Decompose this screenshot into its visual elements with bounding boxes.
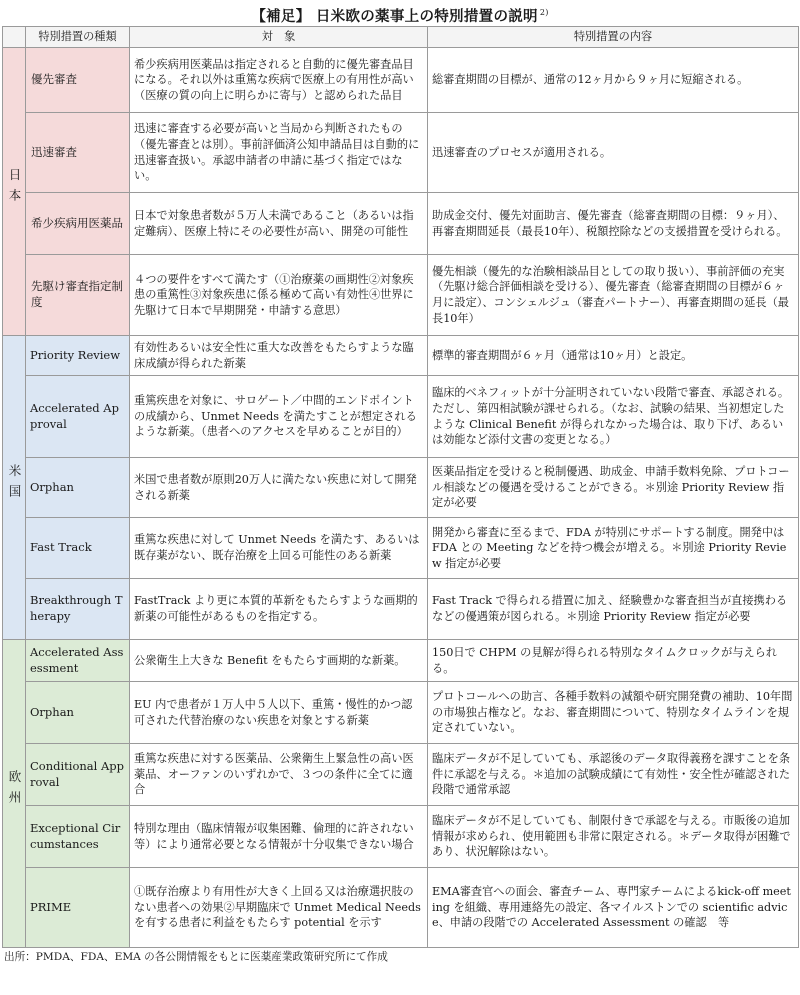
table-row — [3, 579, 799, 640]
measure-content: 標準的審査期間が６ヶ月（通常は10ヶ月）と設定。 — [428, 336, 799, 376]
measure-target: 特別な理由（臨床情報が収集困難、倫理的に許されない等）により通常必要となる情報が十分収集できない場合 — [130, 806, 428, 868]
table-row — [3, 868, 799, 948]
header-region — [3, 27, 26, 48]
measure-type: 先駆け審査指定制度 — [26, 255, 130, 336]
measure-target: EU 内で患者が１万人中５人以下、重篤・慢性的かつ認可された代替治療のない疾患を対象とする新薬 — [130, 682, 428, 744]
title-text: 【補足】 日米欧の薬事上の特別措置の説明 — [251, 7, 538, 25]
measure-target: ①既存治療より有用性が大きく上回る又は治療選択肢のない患者への効果②早期臨床で Unmet Medical Needs を有する患者に利益をもたらす potential を示す — [130, 868, 428, 948]
measure-content: 臨床データが不足していても、承認後のデータ取得義務を課すことを条件に承認を与える。＊追加の試験成績にて有効性・安全性が確認された段階で通常承認 — [428, 744, 799, 806]
table-row — [3, 113, 799, 193]
region-label: 米国 — [7, 463, 22, 505]
table-row — [3, 48, 799, 113]
table-row — [3, 682, 799, 744]
measure-content: 150日で CHPM の見解が得られる特別なタイムクロックが与えられる。 — [428, 640, 799, 682]
measure-content: 迅速審査のプロセスが適用される。 — [428, 113, 799, 193]
table-row — [3, 640, 799, 682]
measure-content: 開発から審査に至るまで、FDA が特別にサポートする制度。開発中は FDA との Meeting などを持つ機会が増える。＊別途 Priority Review 指定が必要 — [428, 518, 799, 579]
measure-type: Accelerated Approval — [26, 376, 130, 458]
header-type: 特別措置の種類 — [26, 27, 130, 48]
measure-type: 希少疾病用医薬品 — [26, 193, 130, 255]
measure-target: ４つの要件をすべて満たす（①治療薬の画期性②対象疾患の重篤性③対象疾患に係る極めて高い有効性④世界に先駆けて日本で早期開発・申請する意思） — [130, 255, 428, 336]
measure-target: 重篤な疾患に対する医薬品、公衆衛生上緊急性の高い医薬品、オーファンのいずれかで、３つの条件に全てに適合 — [130, 744, 428, 806]
measure-type: Fast Track — [26, 518, 130, 579]
page-title — [0, 0, 800, 26]
measure-type: Conditional Approval — [26, 744, 130, 806]
measure-content: EMA審査官への面会、審査チーム、専門家チームによるkick-off meeting を組織、専用連絡先の設定、各マイルストンでの scientific advice、申請の段階での Accelerated Assessment の確認 等 — [428, 868, 799, 948]
measure-content: Fast Track で得られる措置に加え、経験豊かな審査担当が直接携わるなどの優遇策が図られる。＊別途 Priority Review 指定が必要 — [428, 579, 799, 640]
measure-content: 臨床的ベネフィットが十分証明されていない段階で審査、承認される。ただし、第四相試験が課せられる。（なお、試験の結果、当初想定したような Clinical Benefit が得られなかった場合は、取り下げ、あるいは効能など添付文書の変更となる。） — [428, 376, 799, 458]
table-row — [3, 806, 799, 868]
measure-content: 総審査期間の目標が、通常の12ヶ月から９ヶ月に短縮される。 — [428, 48, 799, 113]
table-row — [3, 255, 799, 336]
region-eu — [3, 640, 26, 948]
measure-target: 有効性あるいは安全性に重大な改善をもたらすような臨床成績が得られた新薬 — [130, 336, 428, 376]
table-row — [3, 336, 799, 376]
table-row — [3, 376, 799, 458]
table-row — [3, 193, 799, 255]
measure-type: Priority Review — [26, 336, 130, 376]
measure-target: 重篤疾患を対象に、サロゲート／中間的エンドポイントの成績から、Unmet Needs を満たすことが想定されるような新薬。（患者へのアクセスを早めることが目的） — [130, 376, 428, 458]
measure-target: 米国で患者数が原則20万人に満たない疾患に対して開発される新薬 — [130, 458, 428, 518]
table-row — [3, 518, 799, 579]
measure-content: 優先相談（優先的な治験相談品目としての取り扱い）、事前評価の充実（先駆け総合評価相談を受ける）、優先審査（総審査期間の目標が６ヶ月に設定）、コンシェルジュ（審査パートナー）、再審査期間の延長（最長10年） — [428, 255, 799, 336]
header-target: 対 象 — [130, 27, 428, 48]
region-label: 日本 — [7, 167, 22, 209]
measure-type: PRIME — [26, 868, 130, 948]
special-measures-table — [2, 26, 799, 948]
region-label: 欧州 — [7, 769, 22, 811]
measure-type: Exceptional Circumstances — [26, 806, 130, 868]
source-note: 出所：PMDA、FDA、EMA の各公開情報をもとに医薬産業政策研究所にて作成 — [4, 951, 388, 963]
table-row — [3, 744, 799, 806]
measure-type: Orphan — [26, 458, 130, 518]
measure-target: 希少疾病用医薬品は指定されると自動的に優先審査品目になる。それ以外は重篤な疾病で医療上の有用性が高い（医療の質の向上に明らかに寄与）と認められた品目 — [130, 48, 428, 113]
measure-target: 迅速に審査する必要が高いと当局から判断されたもの（優先審査とは別）。事前評価済公知申請品目は自動的に迅速審査扱い。承認申請者の申請に基づく指定ではない。 — [130, 113, 428, 193]
measure-target: FastTrack より更に本質的革新をもたらすような画期的新薬の可能性があるものを指定する。 — [130, 579, 428, 640]
measure-type: 優先審査 — [26, 48, 130, 113]
title-footnote-ref: 2) — [539, 8, 549, 17]
measure-target: 公衆衛生上大きな Benefit をもたらす画期的な新薬。 — [130, 640, 428, 682]
measure-content: プロトコールへの助言、各種手数料の減額や研究開発費の補助、10年間の市場独占権など。なお、審査期間について、特別なタイムラインを規定されていない。 — [428, 682, 799, 744]
measure-type: Accelerated Assessment — [26, 640, 130, 682]
region-japan — [3, 48, 26, 336]
region-us — [3, 336, 26, 640]
header-row — [3, 27, 799, 48]
table-row — [3, 458, 799, 518]
measure-content: 助成金交付、優先対面助言、優先審査（総審査期間の目標：９ヶ月）、再審査期間延長（最長10年）、税額控除などの支援措置を受けられる。 — [428, 193, 799, 255]
measure-target: 重篤な疾患に対して Unmet Needs を満たす、あるいは既存薬がない、既存治療を上回る可能性のある新薬 — [130, 518, 428, 579]
header-content: 特別措置の内容 — [428, 27, 799, 48]
measure-type: 迅速審査 — [26, 113, 130, 193]
measure-target: 日本で対象患者数が５万人未満であること（あるいは指定難病）、医療上特にその必要性が高い、開発の可能性 — [130, 193, 428, 255]
measure-content: 医薬品指定を受けると税制優遇、助成金、申請手数料免除、プロトコール相談などの優遇を受けることができる。＊別途 Priority Review 指定が必要 — [428, 458, 799, 518]
measure-content: 臨床データが不足していても、制限付きで承認を与える。市販後の追加情報が求められ、使用範囲も非常に限定される。＊データ取得が困難であり、状況解除はない。 — [428, 806, 799, 868]
measure-type: Orphan — [26, 682, 130, 744]
measure-type: Breakthrough Therapy — [26, 579, 130, 640]
